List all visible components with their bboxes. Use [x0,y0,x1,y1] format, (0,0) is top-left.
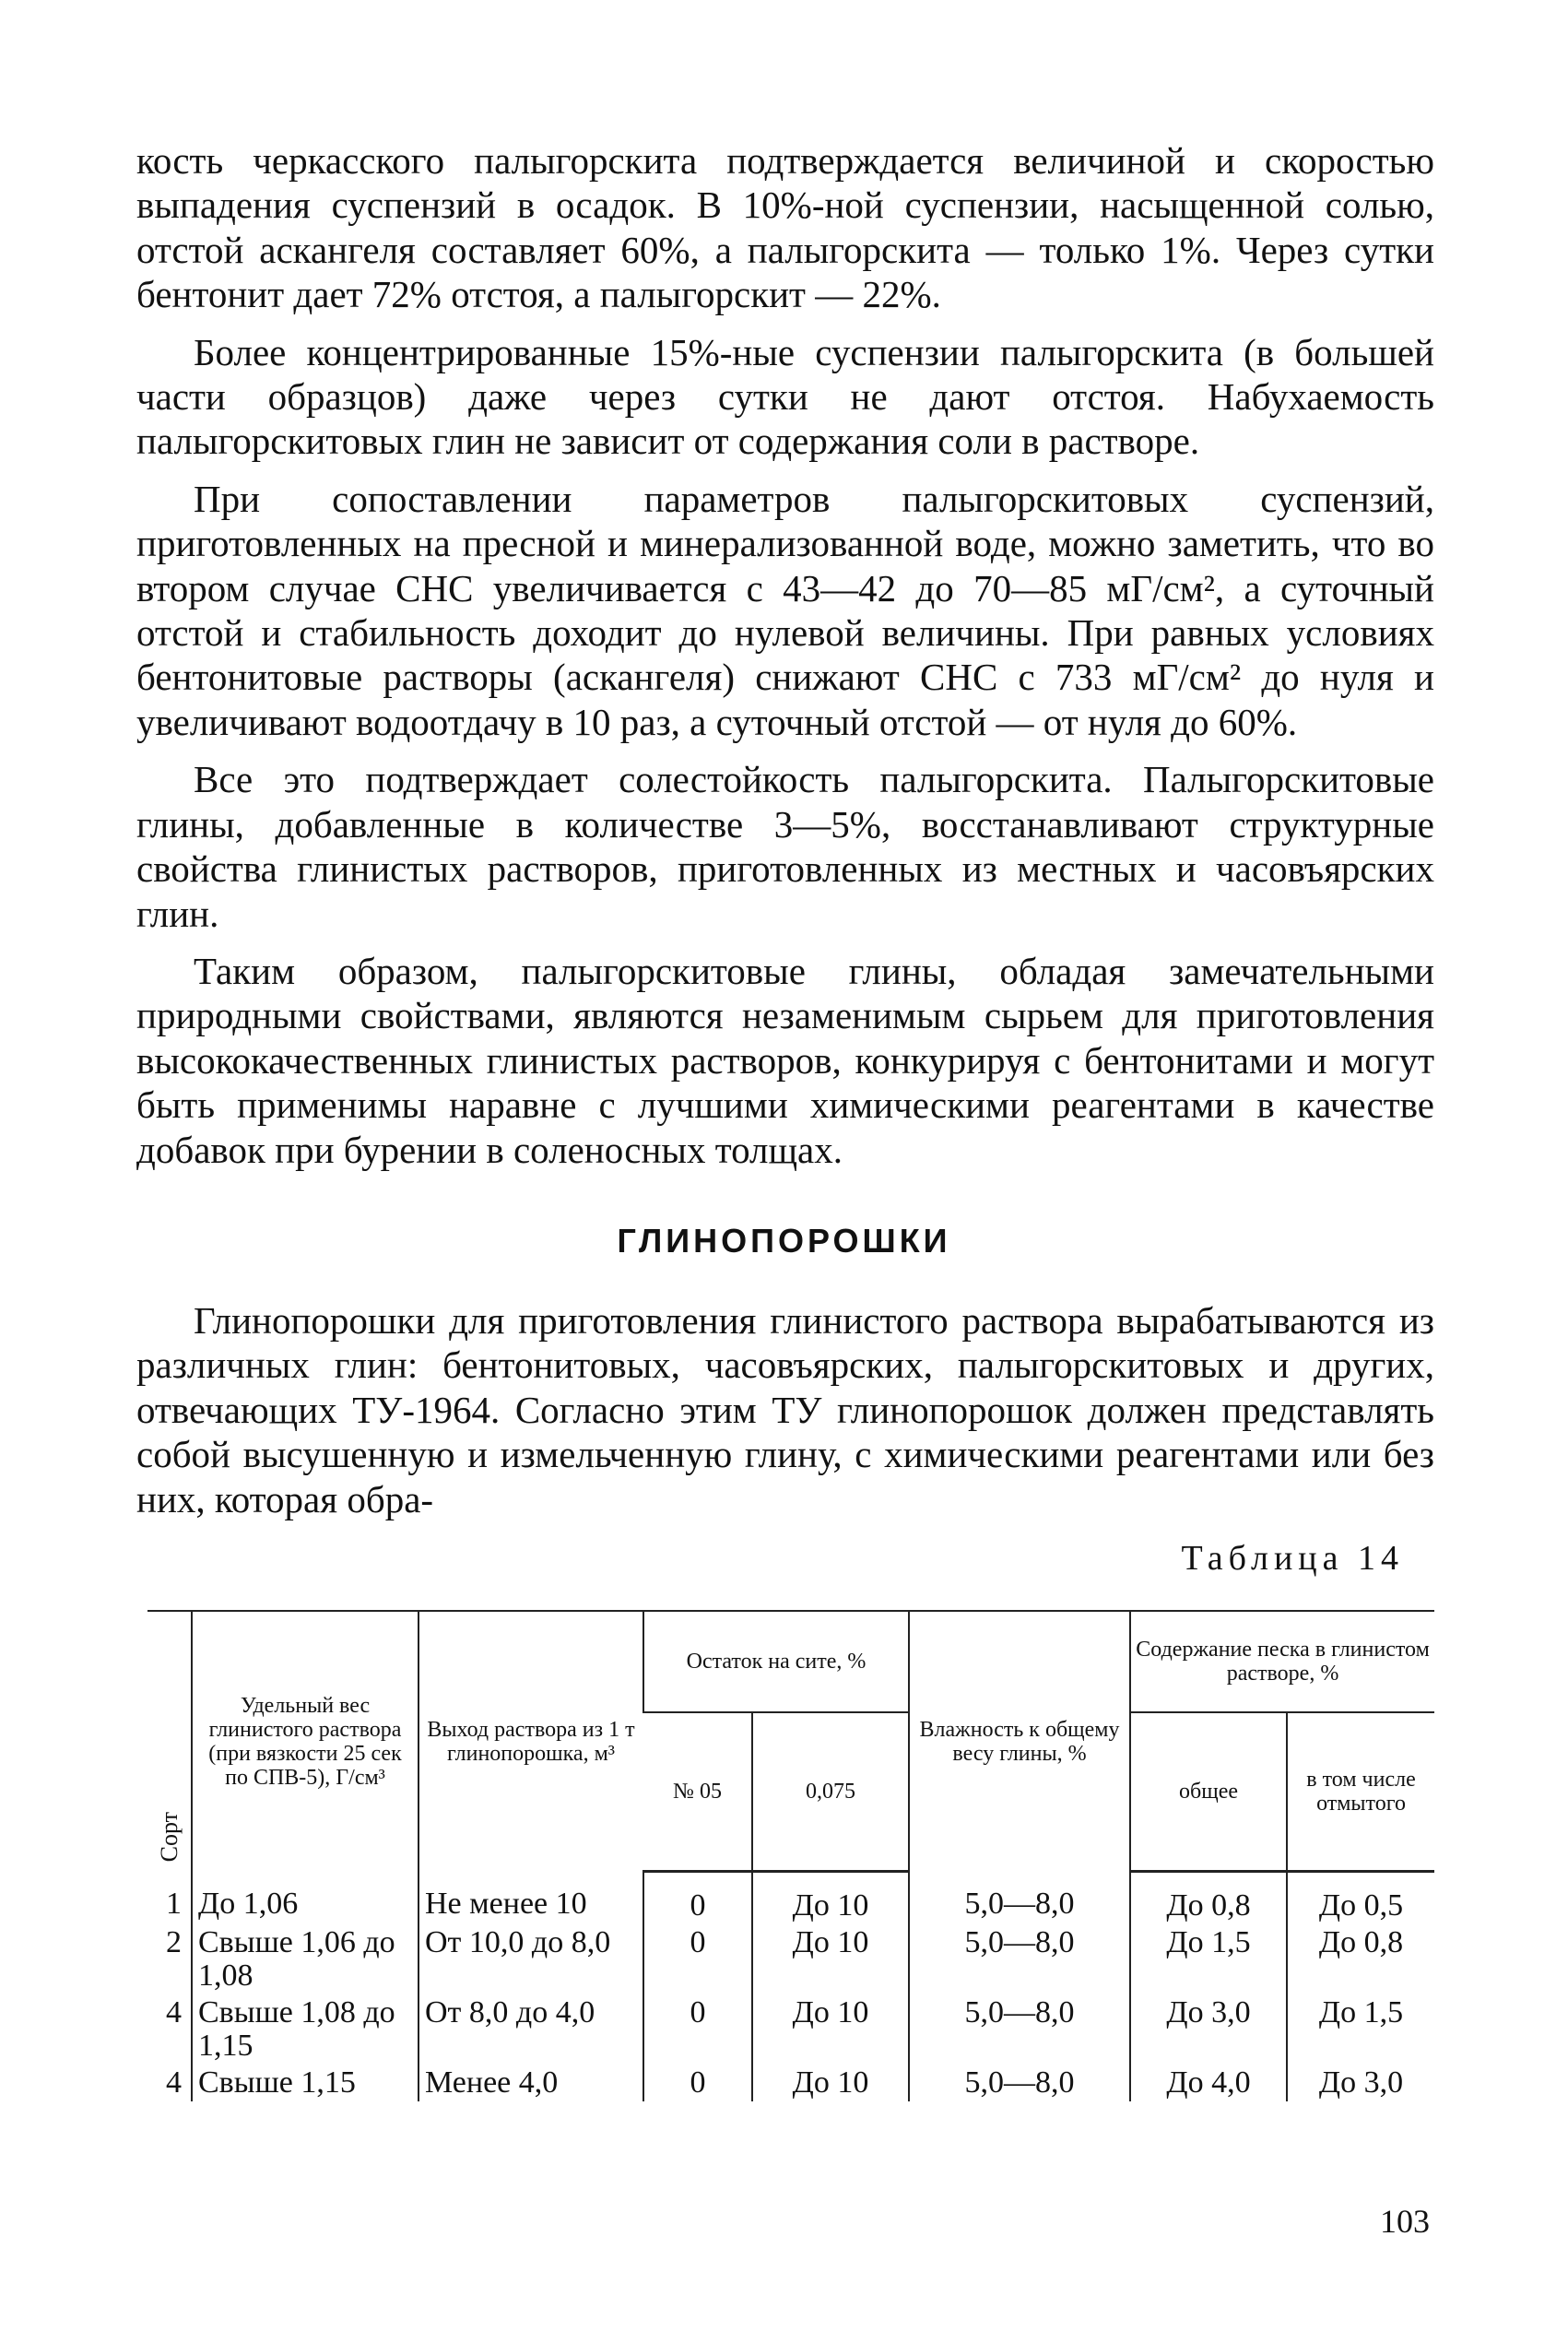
header-residue-0075: 0,075 [752,1712,909,1871]
table-row: 2 Свыше 1,06 до 1,08 От 10,0 до 8,0 0 До 10 5,0—8,0 До 1,5 До 0,8 [147,1924,1434,1994]
header-moisture: Влажность к общему весу глины, % [909,1611,1130,1871]
header-residue: Остаток на сите, % [643,1611,909,1712]
body-text-bottom [136,1298,1434,1521]
table-row: 4 Свыше 1,15 Менее 4,0 0 До 10 5,0—8,0 До 4,0 До 3,0 [147,2065,1434,2101]
table-caption: Таблица 14 [1181,1539,1404,1578]
page-number: 103 [1380,2203,1430,2240]
header-specific-weight: Удельный вес глинистого раствора (при вязкости 25 сек по СПВ-5), Г/см³ [192,1611,419,1871]
table-row: 1 До 1,06 Не менее 10 0 До 10 5,0—8,0 До 0,8 До 0,5 [147,1871,1434,1924]
header-yield: Выход раствора из 1 т глинопорошка, м³ [419,1611,643,1871]
header-residue-05: № 05 [643,1712,752,1871]
section-heading: ГЛИНОПОРОШКИ [617,1222,951,1260]
body-text-top [136,138,1434,1172]
paragraph: Более концентрированные 15%-ные суспензии палыгорскита (в большей части образцов) даже через сутки не дают отстоя. Набухаемость палыгорскитовых глин не зависит от содержания соли в растворе. [136,330,1434,463]
paragraph: Глинопорошки для приготовления глинистого раствора вырабатываются из различных глин: бентонитовых, часовъярских, палыгорскитовых и других, отвечающих ТУ-1964. Согласно этим ТУ глинопорошок должен представлять собой высушенную и измельченную глину, с химическими реагентами или без них, которая обра- [136,1299,1434,1520]
paragraph: Все это подтверждает солестойкость палыгорскита. Палыгорскитовые глины, добавленные в количестве 3—5%, восстанавливают структурные свойства глинистых растворов, приготовленных из местных и часовъярских глин. [136,758,1434,935]
paragraph: При сопоставлении параметров палыгорскитовых суспензий, приготовленных на пресной и минерализованной воде, можно заметить, что во втором случае СНС увеличивается с 43—42 до 70—85 мГ/см², а суточный отстой и стабильность доходит до нулевой величины. При равных условиях бентонитовые растворы (аскангеля) снижают СНС с 733 мГ/см² до нуля и увеличивают водоотдачу в 10 раз, а суточный отстой — от нуля до 60%. [136,477,1434,743]
header-sort: Сорт [147,1611,192,1871]
header-sand-total: общее [1130,1712,1287,1871]
header-sand: Содержание песка в глинистом растворе, % [1130,1611,1434,1712]
data-table [147,1610,1434,2101]
table-row: 4 Свыше 1,08 до 1,15 От 8,0 до 4,0 0 До 10 5,0—8,0 До 3,0 До 1,5 [147,1994,1434,2065]
header-sand-washed: в том числе отмытого [1287,1712,1434,1871]
paragraph: кость черкасского палыгорскита подтверждается величиной и скоростью выпадения суспензий в осадок. В 10%-ной суспензии, насыщенной солью, отстой аскангеля составляет 60%, а палыгорскита — только 1%. Через сутки бентонит дает 72% отстоя, а палыгорскит — 22%. [136,139,1434,316]
paragraph: Таким образом, палыгорскитовые глины, обладая замечательными природными свойствами, являются незаменимым сырьем для приготовления высококачественных глинистых растворов, конкурируя с бентонитами и могут быть применимы наравне с лучшими химическими реагентами в качестве добавок при бурении в соленосных толщах. [136,949,1434,1171]
